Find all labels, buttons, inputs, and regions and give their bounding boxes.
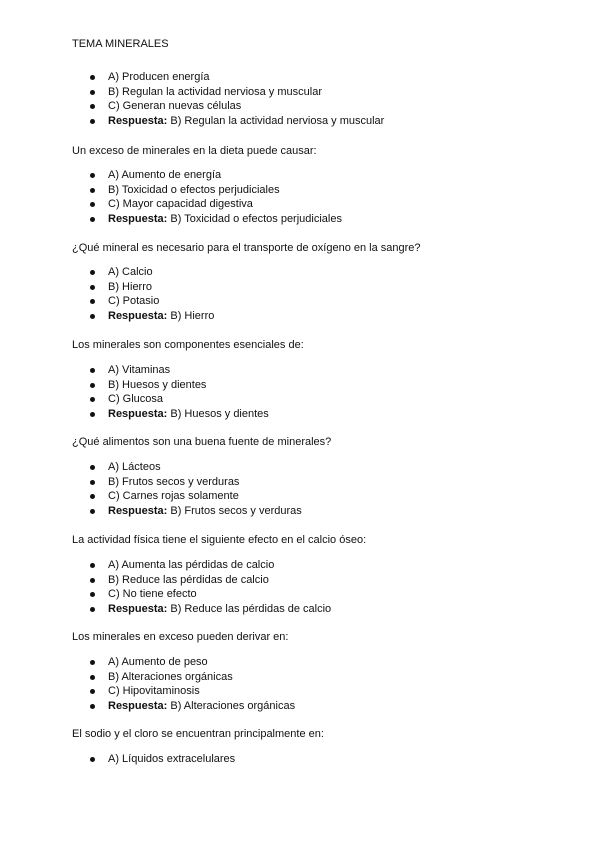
bullet-icon [90,173,95,178]
option-list [72,265,214,324]
option-item: C) Hipovitaminosis [72,684,295,699]
bullet-icon [90,563,95,568]
option-item: B) Toxicidad o efectos perjudiciales [72,183,342,198]
option-item: A) Aumenta las pérdidas de calcio [72,558,331,573]
option-list [72,70,384,129]
bullet-icon [90,217,95,222]
answer-label: Respuesta: [108,603,168,616]
answer-label: Respuesta: [108,310,168,323]
option-item: A) Vitaminas [72,363,269,378]
bullet-icon [90,397,95,402]
bullet-icon [90,465,95,470]
bullet-icon [90,592,95,597]
option-item: B) Frutos secos y verduras [72,475,302,490]
option-item: C) Carnes rojas solamente [72,489,302,504]
option-item: C) Mayor capacidad digestiva [72,197,342,212]
answer-text: B) Alteraciones orgánicas [167,700,296,713]
option-item: C) Generan nuevas células [72,99,384,114]
option-item: C) No tiene efecto [72,587,331,602]
answer-item [72,504,302,519]
question-text: Los minerales son componentes esenciales de: [72,339,304,351]
option-item: A) Aumento de energía [72,168,342,183]
bullet-icon [90,270,95,275]
bullet-icon [90,285,95,290]
answer-item [72,309,214,324]
bullet-icon [90,509,95,514]
option-item: A) Lácteos [72,460,302,475]
option-list [72,558,331,617]
bullet-icon [90,689,95,694]
bullet-icon [90,494,95,499]
answer-label: Respuesta: [108,408,168,421]
answer-label: Respuesta: [108,213,168,226]
question-text: El sodio y el cloro se encuentran principalmente en: [72,728,324,740]
bullet-icon [90,188,95,193]
bullet-icon [90,660,95,665]
answer-item [72,602,331,617]
option-item: B) Alteraciones orgánicas [72,670,295,685]
bullet-icon [90,412,95,417]
answer-text: B) Toxicidad o efectos perjudiciales [167,213,342,226]
bullet-icon [90,675,95,680]
bullet-icon [90,104,95,109]
question-text: La actividad física tiene el siguiente efecto en el calcio óseo: [72,534,367,546]
option-item: C) Potasio [72,294,214,309]
bullet-icon [90,90,95,95]
document-title: TEMA MINERALES [72,38,169,50]
option-item: A) Aumento de peso [72,655,295,670]
bullet-icon [90,383,95,388]
bullet-icon [90,119,95,124]
bullet-icon [90,75,95,80]
answer-item [72,114,384,129]
option-item: B) Regulan la actividad nerviosa y muscular [72,85,384,100]
bullet-icon [90,368,95,373]
bullet-icon [90,480,95,485]
bullet-icon [90,607,95,612]
question-text: Un exceso de minerales en la dieta puede causar: [72,145,317,157]
question-text: ¿Qué mineral es necesario para el transporte de oxígeno en la sangre? [72,242,421,254]
answer-label: Respuesta: [108,700,168,713]
bullet-icon [90,578,95,583]
bullet-icon [90,314,95,319]
answer-text: B) Huesos y dientes [167,408,269,421]
question-text: Los minerales en exceso pueden derivar en: [72,631,289,643]
answer-text: B) Reduce las pérdidas de calcio [167,603,332,616]
bullet-icon [90,704,95,709]
answer-label: Respuesta: [108,505,168,518]
option-list [72,752,235,767]
option-item: A) Calcio [72,265,214,280]
option-list [72,168,342,227]
question-text: ¿Qué alimentos son una buena fuente de minerales? [72,436,332,448]
option-list [72,460,302,519]
option-list [72,655,295,714]
option-item: A) Producen energía [72,70,384,85]
option-item: B) Reduce las pérdidas de calcio [72,573,331,588]
bullet-icon [90,757,95,762]
answer-item [72,699,295,714]
answer-text: B) Hierro [167,310,215,323]
answer-text: B) Frutos secos y verduras [167,505,302,518]
answer-item [72,407,269,422]
option-item: C) Glucosa [72,392,269,407]
option-list [72,363,269,422]
answer-text: B) Regulan la actividad nerviosa y muscular [167,115,385,128]
bullet-icon [90,202,95,207]
bullet-icon [90,299,95,304]
option-item: A) Líquidos extracelulares [72,752,235,767]
option-item: B) Hierro [72,280,214,295]
option-item: B) Huesos y dientes [72,378,269,393]
answer-label: Respuesta: [108,115,168,128]
answer-item [72,212,342,227]
